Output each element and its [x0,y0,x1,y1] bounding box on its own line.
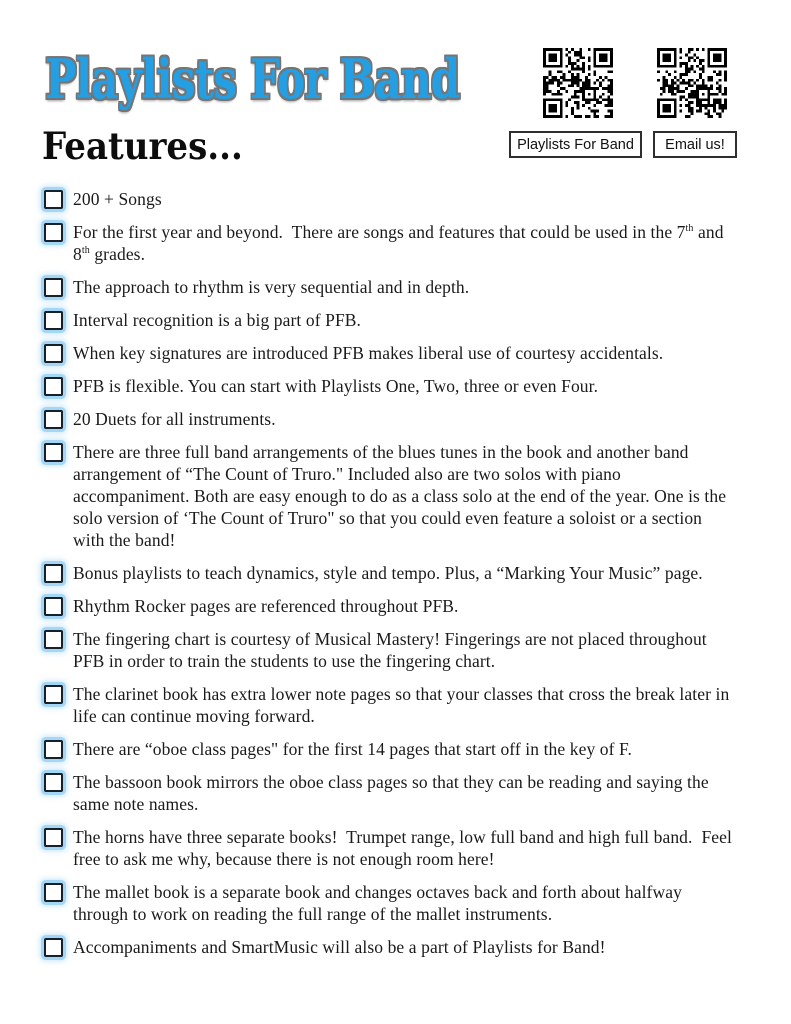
feature-checkbox[interactable] [44,740,63,759]
feature-item [44,562,744,584]
feature-item [44,375,744,397]
feature-checkbox[interactable] [44,597,63,616]
feature-text: 200 + Songs [73,189,162,209]
feature-text: When key signatures are introduced PFB makes liberal use of courtesy accidentals. [73,343,664,363]
feature-text: The clarinet book has extra lower note pages so that your classes that cross the break later in life can continue moving forward. [73,684,734,726]
feature-text: Bonus playlists to teach dynamics, style and tempo. Plus, a “Marking Your Music” page. [73,563,703,583]
feature-item [44,188,744,210]
email-us-button[interactable]: Email us! [653,131,737,158]
feature-text: The fingering chart is courtesy of Musical Mastery! Fingerings are not placed throughout PFB in order to train the students to use the fingering chart. [73,629,712,671]
feature-text: The bassoon book mirrors the oboe class pages so that they can be reading and saying the same note names. [73,772,714,814]
feature-checkbox[interactable] [44,685,63,704]
feature-item [44,221,744,265]
qr-code-image [657,48,727,118]
feature-item [44,309,744,331]
feature-checkbox[interactable] [44,630,63,649]
feature-checkbox[interactable] [44,223,63,242]
feature-checkbox[interactable] [44,377,63,396]
feature-text: PFB is flexible. You can start with Playlists One, Two, three or even Four. [73,376,599,396]
feature-item [44,441,744,551]
feature-text: Rhythm Rocker pages are referenced throughout PFB. [73,596,459,616]
feature-text: Interval recognition is a big part of PFB. [73,310,362,330]
feature-item [44,595,744,617]
features-list [44,188,744,969]
feature-checkbox[interactable] [44,344,63,363]
feature-checkbox[interactable] [44,828,63,847]
feature-item [44,342,744,364]
feature-item [44,683,744,727]
feature-text: The approach to rhythm is very sequential and in depth. [73,277,470,297]
feature-item [44,408,744,430]
qr-code-email-us [657,48,727,118]
feature-text: The horns have three separate books! Trumpet range, low full band and high full band. Feel free to ask me why, because there is not enough room here! [73,827,737,869]
feature-checkbox[interactable] [44,883,63,902]
page-title: Playlists For Band [45,47,460,111]
feature-item [44,881,744,925]
feature-text: 20 Duets for all instruments. [73,409,276,429]
feature-item [44,738,744,760]
feature-checkbox[interactable] [44,278,63,297]
feature-text: The mallet book is a separate book and changes octaves back and forth about halfway through to work on reading the full range of the mallet instruments. [73,882,687,924]
feature-item [44,826,744,870]
feature-text: For the first year and beyond. There are songs and features that could be used in the 7th and 8th grades. [73,222,729,264]
playlists-for-band-button[interactable]: Playlists For Band [509,131,642,158]
feature-item [44,276,744,298]
feature-checkbox[interactable] [44,190,63,209]
feature-checkbox[interactable] [44,773,63,792]
feature-checkbox[interactable] [44,564,63,583]
feature-item [44,771,744,815]
qr-code-playlists-for-band [543,48,613,118]
feature-item [44,936,744,958]
feature-checkbox[interactable] [44,443,63,462]
feature-text: There are “oboe class pages" for the first 14 pages that start off in the key of F. [73,739,632,759]
feature-checkbox[interactable] [44,410,63,429]
feature-checkbox[interactable] [44,938,63,957]
feature-text: There are three full band arrangements of the blues tunes in the book and another band arrangement of “The Count of Truro." Included also are two solos with piano accompaniment. Both are easy enough to do as a class solo at the end of the year. One is the solo version of ‘The Count of Truro" so that you could even feature a soloist or a section with the band! [73,442,731,550]
feature-text: Accompaniments and SmartMusic will also be a part of Playlists for Band! [73,937,606,957]
feature-item [44,628,744,672]
feature-checkbox[interactable] [44,311,63,330]
qr-code-image [543,48,613,118]
features-heading: Features... [42,124,243,168]
